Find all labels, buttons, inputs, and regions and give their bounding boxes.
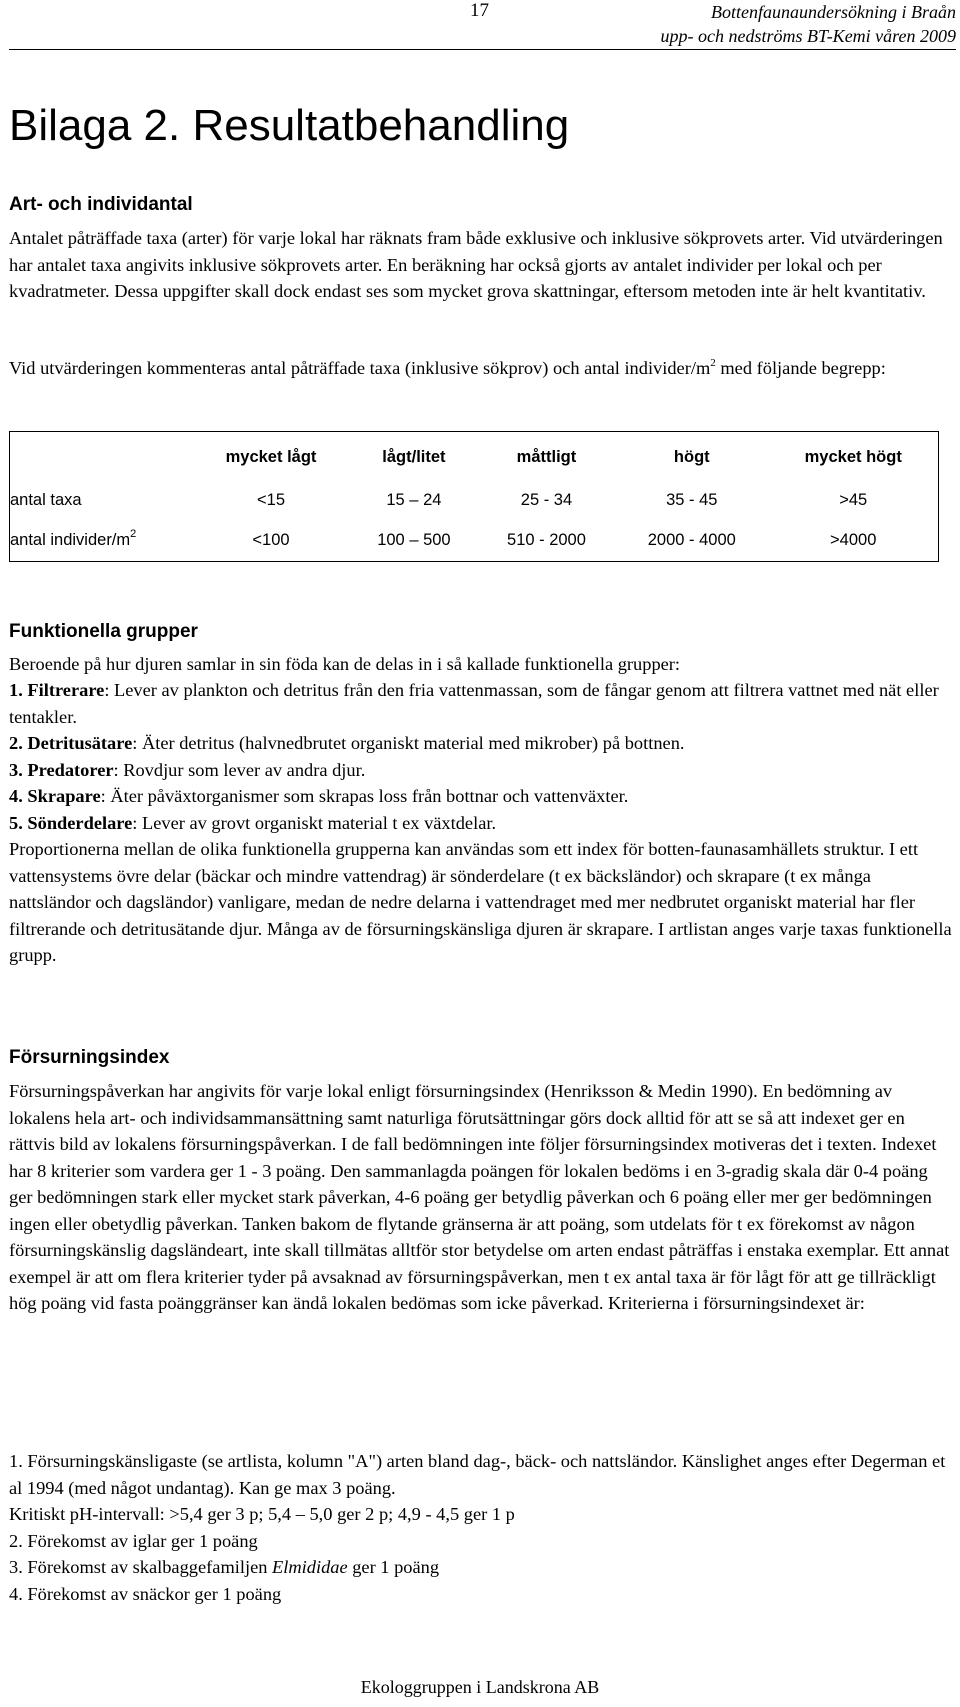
header-rule [9,49,956,50]
row-label: antal taxa [10,491,82,509]
page-title: Bilaga 2. Resultatbehandling [9,101,570,150]
list-item: 3. Predatorer: Rovdjur som lever av andra djur. [9,760,366,780]
scale-table [9,431,939,562]
list-item: 4. Skrapare: Äter påväxtorganismer som skrapas loss från bottnar och vattenväxter. [9,786,629,806]
scale-table-header: mycket lågt [225,447,317,466]
list-item: 5. Sönderdelare: Lever av grovt organiskt material t ex växtdelar. [9,813,497,833]
heading-art-individantal: Art- och individantal [9,194,193,215]
criterion-1: 1. Försurningskänsligaste (se artlista, kolumn "A") arten bland dag-, bäck- och nattsländor. Känslighet anges efter Degerman et al 1994 (med något undantag). Kan ge max 3 poäng. [9,1451,946,1498]
page-number: 17 [470,0,489,21]
table-row [10,482,939,519]
criterion-2: 2. Förekomst av iglar ger 1 poäng [9,1531,258,1551]
scale-table-header: måttligt [516,447,577,466]
header-title [661,0,956,48]
scale-table-header: lågt/litet [382,447,446,466]
paragraph-funktionella-closing: Proportionerna mellan de olika funktionella grupperna kan användas som ett index för botten-faunasamhällets struktur. I ett vattensystems övre delar (bäckar och mindre vattendrag) är sönderdelare (t ex bäcksländor) och skrapare (t ex många nattsländor och dagsländor) vanligare, medan de nedre delarna i vattendraget med mer nedbrutet organiskt material har fler filtrerande och detritusätande djur. Många av de försurningskänsliga djuren är skrapare. I artlistan anges varje taxas funktionella grupp. [9,839,952,965]
criterion-3: 3. Förekomst av skalbaggefamiljen Elmididae ger 1 poäng [9,1557,440,1577]
table-cell: 25 - 34 [520,491,573,509]
table-cell: >4000 [830,530,877,549]
heading-funktionella-grupper: Funktionella grupper [9,621,198,642]
table-cell: 35 - 45 [666,491,718,509]
list-item: 1. Filtrerare: Lever av plankton och detritus från den fria vattenmassan, som de fångar genom att filtrera vattnet med nät eller tentakler. [9,680,939,727]
table-cell: >45 [839,491,868,509]
table-cell: 100 – 500 [377,530,451,549]
scale-table-header: högt [673,447,710,466]
table-cell: 510 - 2000 [507,530,586,549]
criterion-4: 4. Förekomst av snäckor ger 1 poäng [9,1584,282,1604]
header-title-line2: upp- och nedströms BT-Kemi våren 2009 [660,26,956,46]
page-footer: Ekologgruppen i Landskrona AB [360,1677,600,1697]
row-label: antal individer/$m^2$ [10,527,137,549]
header-title-line1: Bottenfaunaundersökning i Braån [711,2,956,22]
paragraph-funktionella-intro: Beroende på hur djuren samlar in sin föda kan de delas in i så kallade funktionella grupper: [9,654,681,674]
scale-table-header-empty [10,432,193,483]
table-cell: <100 [252,530,290,549]
table-cell: 2000 - 4000 [647,530,736,549]
list-item: 2. Detritusätare: Äter detritus (halvnedbrutet organiskt material med mikrober) på bottnen. [9,733,685,753]
scale-table-header: mycket högt [804,447,902,466]
criterion-1-ph: Kritiskt pH-intervall: >5,4 ger 3 p; 5,4 – 5,0 ger 2 p; 4,9 - 4,5 ger 1 p [9,1504,515,1524]
paragraph-art-individantal: Antalet påträffade taxa (arter) för varje lokal har räknats fram både exklusive och inklusive sökprovets arter. Vid utvärderingen har antalet taxa angivits inklusive sökprovets arter. En beräkning har också gjorts av antalet individer per lokal och per kvadratmeter. Dessa uppgifter skall dock endast ses som mycket grova skattningar, eftersom metoden inte är helt kvantitativ. [9,228,943,301]
paragraph-begrepp: Vid utvärderingen kommenteras antal påträffade taxa (inklusive sökprov) och antal individer/$m^2$ med följande begrepp: [9,357,886,378]
table-row [10,519,939,562]
scale-table-header-row [10,432,939,483]
table-cell: <15 [257,491,286,509]
heading-forsurningsindex: Försurningsindex [9,1047,170,1068]
table-cell: 15 – 24 [386,491,442,509]
paragraph-forsurningsindex: Försurningspåverkan har angivits för varje lokal enligt försurningsindex (Henriksson & Medin 1990). En bedömning av lokalens hela art- och individsammansättning samt naturliga förutsättningar görs dock alltid för att se så att indexet ger en rättvis bild av lokalens försurningspåverkan. I de fall bedömningen inte följer försurningsindex motiveras det i texten. Indexet har 8 kriterier som vardera ger 1 - 3 poäng. Den sammanlagda poängen för lokalen bedöms i en 3-gradig skala där 0-4 poäng ger bedömningen stark eller mycket stark påverkan, 4-6 poäng ger betydlig påverkan och 6 poäng eller mer ger bedömningen ingen eller obetydlig påverkan. Tanken bakom de flytande gränserna är att poäng, som utdelats för t ex förekomst av någon försurningskänslig dagsländeart, inte skall tillmätas alltför stor betydelse om arten endast påträffas i enstaka exemplar. Ett annat exempel är att om flera kriterier tyder på avsaknad av försurningspåverkan, men t ex antal taxa är för lågt för att ge tillräckligt hög poäng vid fasta poänggränser kan ändå lokalen bedömas som icke påverkad. Kriterierna i försurningsindexet är: [9,1081,950,1313]
page-header [0,0,960,50]
